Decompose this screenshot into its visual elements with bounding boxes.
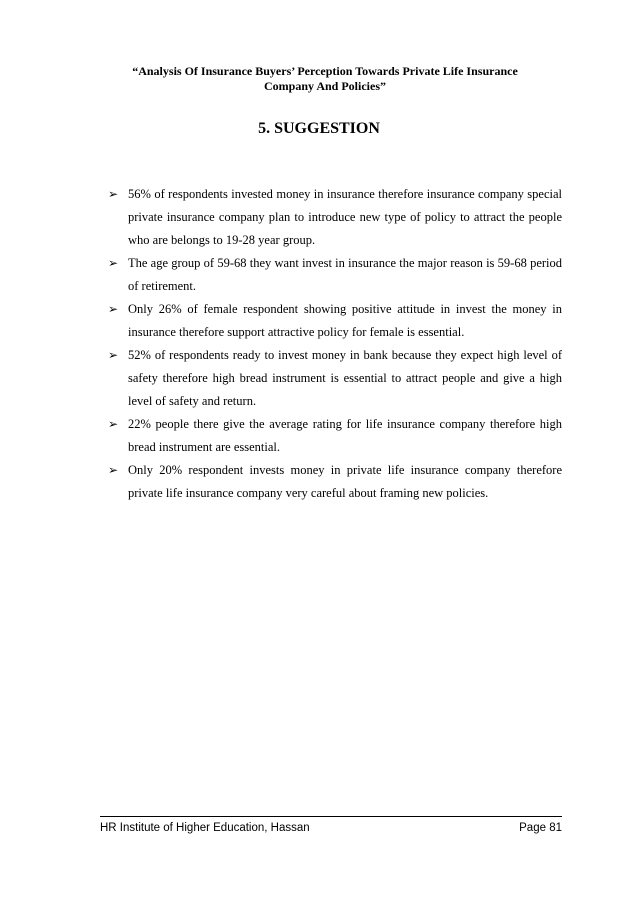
header-line-1: “Analysis Of Insurance Buyers’ Perception Towards Private Life Insurance — [132, 64, 518, 78]
list-item-text: Only 20% respondent invests money in private life insurance company therefore private life insurance company very careful about framing new policies. — [128, 463, 562, 500]
list-item-text: Only 26% of female respondent showing positive attitude in invest the money in insurance therefore support attractive policy for female is essential. — [128, 302, 562, 339]
list-item — [108, 344, 562, 413]
arrowhead-bullet-icon: ➢ — [108, 417, 119, 431]
list-item-text: The age group of 59-68 they want invest in insurance the major reason is 59-68 period of retirement. — [128, 256, 562, 293]
page-footer — [100, 822, 562, 834]
section-title: 5. SUGGESTION — [258, 120, 380, 137]
arrowhead-bullet-icon: ➢ — [108, 187, 119, 201]
footer-divider — [100, 816, 562, 817]
list-item-text: 22% people there give the average rating for life insurance company therefore high bread instrument are essential. — [128, 417, 562, 454]
list-item — [108, 459, 562, 505]
list-item-text: 56% of respondents invested money in insurance therefore insurance company special private insurance company plan to introduce new type of policy to attract the people who are belongs to 19-28 year group. — [128, 187, 562, 247]
suggestion-list — [108, 183, 562, 505]
list-item — [108, 252, 562, 298]
page-number: Page 81 — [519, 822, 562, 834]
arrowhead-bullet-icon: ➢ — [108, 463, 119, 477]
arrowhead-bullet-icon: ➢ — [108, 348, 119, 362]
footer-institute: HR Institute of Higher Education, Hassan — [100, 822, 310, 834]
arrowhead-bullet-icon: ➢ — [108, 256, 119, 270]
arrowhead-bullet-icon: ➢ — [108, 302, 119, 316]
list-item-text: 52% of respondents ready to invest money in bank because they expect high level of safety therefore high bread instrument is essential to attract people and give a high level of safety and return. — [128, 348, 562, 408]
list-item — [108, 298, 562, 344]
running-header — [80, 64, 570, 94]
list-item — [108, 413, 562, 459]
list-item — [108, 183, 562, 252]
header-line-2: Company And Policies” — [263, 79, 386, 93]
